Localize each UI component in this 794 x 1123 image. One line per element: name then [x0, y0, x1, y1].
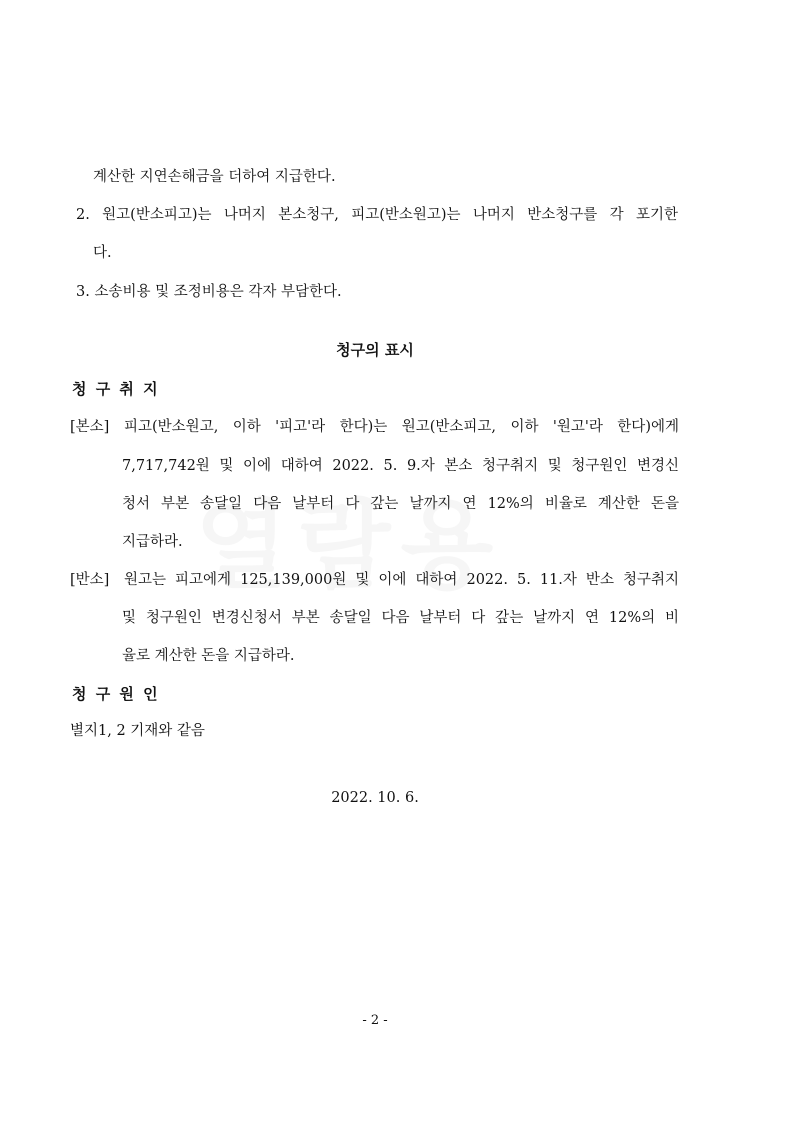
- main-claim-line-2: 7,717,742원 및 이에 대하여 2022. 5. 9.자 본소 청구취지 및 청구원인 변경신: [122, 458, 679, 474]
- order-line-3: 다.: [93, 245, 112, 261]
- main-claim-tag: [본소]: [70, 419, 110, 435]
- order-line-2: 2. 원고(반소피고)는 나머지 본소청구, 피고(반소원고)는 나머지 반소청구를 각 포기한: [76, 207, 678, 223]
- claim-cause-heading: 청 구 원 인: [72, 685, 158, 703]
- page-number: - 2 -: [362, 1013, 388, 1028]
- order-line-1: 계산한 지연손해금을 더하여 지급한다.: [93, 169, 336, 185]
- section-title: 청구의 표시: [336, 341, 414, 359]
- order-line-4: 3. 소송비용 및 조정비용은 각자 부담한다.: [76, 284, 342, 300]
- claim-cause-text: 별지1, 2 기재와 같음: [70, 723, 205, 739]
- claim-purpose-heading: 청 구 취 지: [72, 380, 158, 398]
- main-claim-line-3: 청서 부본 송달일 다음 날부터 다 갚는 날까지 연 12%의 비율로 계산한 돈을: [122, 496, 679, 512]
- main-claim-line-1: 피고(반소원고, 이하 '피고'라 한다)는 원고(반소피고, 이하 '원고'라 한다)에게: [124, 419, 679, 435]
- main-claim-line-4: 지급하라.: [122, 534, 183, 550]
- counter-claim-line-3: 율로 계산한 돈을 지급하라.: [122, 648, 295, 664]
- counter-claim-line-2: 및 청구원인 변경신청서 부본 송달일 다음 날부터 다 갚는 날까지 연 12%의 비: [122, 610, 679, 626]
- document-date: 2022. 10. 6.: [331, 790, 419, 806]
- counter-claim-line-1: 원고는 피고에게 125,139,000원 및 이에 대하여 2022. 5. 11.자 반소 청구취지: [124, 572, 679, 588]
- counter-claim-tag: [반소]: [70, 572, 110, 588]
